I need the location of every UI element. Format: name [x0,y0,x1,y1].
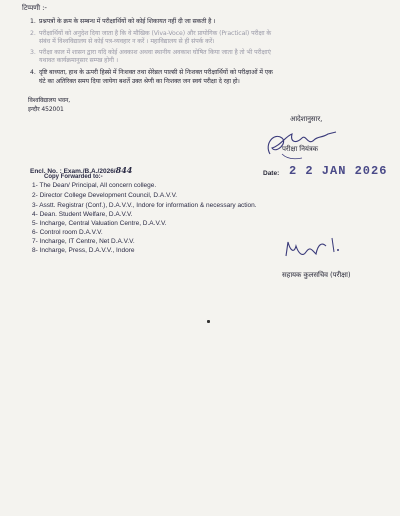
copy-list-item: 8- Incharge, Press, D.A.V.V., Indore [32,247,135,254]
copy-list-item: 3- Asstt. Registrar (Conf.), D.A.V.V., Indore for information & necessary action. [32,202,257,209]
notes-title: टिप्पणी :- [22,4,47,12]
note-text: घंटे का अतिरिक्त समय दिया जायेगा बशर्ते उक्त श्रेणी का निःशक्त जन स्वयं परीक्षा दे रहा हो। [39,78,240,85]
address-line: विश्वविद्यालय भवन, [28,97,71,104]
note-number: 2. [30,30,36,37]
date-label: Date: [263,170,280,177]
note-text: परीक्षार्थियों को अनुदेश दिया जाता है कि वे मौखिक (Viva-Voce) और प्रायोगिक (Practical) परीक्षा के [39,30,271,37]
controller-signature [262,124,342,164]
copy-list-item: 1- The Dean/ Principal, All concern college. [32,182,157,189]
note-number: 3. [30,49,36,56]
note-line [30,16,215,25]
note-number: 1. [30,18,36,25]
assistant-signature [282,232,346,266]
copy-forwarded-label: Copy Forwarded to:- [44,174,103,180]
note-number: 4. [30,69,36,76]
note-text: परीक्षा काल में शासन द्वारा यदि कोई अवकाश अथवा स्थानीय अवकाश घोषित किया जाता है तो भी परीक्षाएं [39,49,271,56]
note-text: प्रश्नपत्रों के क्रम के सम्बन्ध में परीक्षार्थियों को कोई शिकायत नहीं दी जा सकती है । [39,18,216,25]
note-line [30,76,240,85]
note-text: यथावत कार्यक्रमानुसार सम्पन्न होगी । [39,57,119,64]
encl-handwritten-number: 844 [115,165,133,175]
copy-list-item: 6- Control room D.A.V.V. [32,229,103,236]
note-line [30,55,118,64]
copy-list-item: 2- Director College Development Council, D.A.V.V. [32,192,178,199]
ink-mark [207,320,210,323]
address-line: इन्दौर 452001 [28,106,64,113]
note-text: दृष्टि बाध्यता, हाथ के ऊपरी हिस्से में निःशक्त तथा सेरेब्रल पाल्सी से निःशक्त परीक्षार्थियों को परीक्षाओं में एक [39,69,273,76]
order-line: आदेशानुसार, [290,115,323,123]
encl-prefix: Encl. No. : Exam./B.A./2026/ [30,168,116,175]
assistant-designation: सहायक कुलसचिव (परीक्षा) [282,271,351,279]
copy-list-item: 7- Incharge, IT Centre, Net D.A.V.V. [32,238,135,245]
note-text: संबंध में विश्वविद्यालय से कोई पत्र-व्यवहार न करें । महाविद्यालय से ही संपर्क करें। [39,38,215,45]
copy-list-item: 4- Dean. Student Welfare, D.A.V.V. [32,211,133,218]
note-line [30,67,273,76]
note-line [30,36,214,45]
copy-list-item: 5- Incharge, Central Valuation Centre, D.A.V.V. [32,220,167,227]
controller-designation: परीक्षा नियंत्रक [282,145,318,153]
date-stamp: 2 2 JAN 2026 [289,164,388,178]
